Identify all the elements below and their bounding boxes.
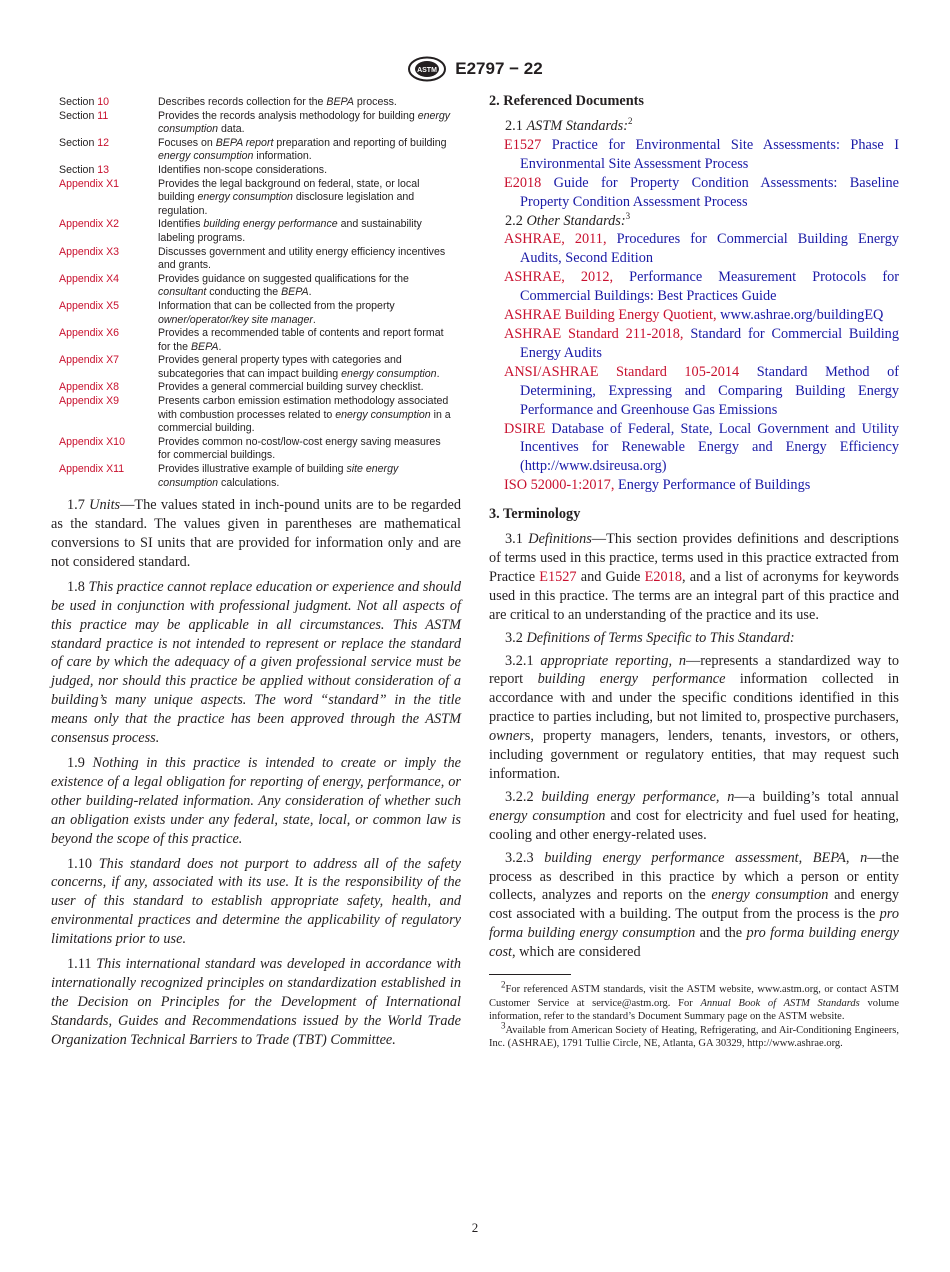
- scope-row: [59, 300, 456, 327]
- terminology-paragraphs: [489, 530, 899, 962]
- paragraph-1-9: 1.9 Nothing in this practice is intended to create or imply the existence of a legal obligation for reporting of energy, performance, or other building-related information. Any consideration of whether such an obligation exists under any federal, state, local, or common law is beyond the scope of this practice.: [51, 755, 461, 847]
- subsection-2-2: [489, 212, 899, 231]
- subsection-number: 2.2: [505, 212, 527, 229]
- subsection-title: Other Standards:: [526, 212, 626, 229]
- appendix-link[interactable]: Appendix X2: [59, 218, 120, 231]
- document-code: E2797 − 22: [455, 59, 543, 78]
- paragraph-3-2: 3.2 Definitions of Terms Specific to This Standard:: [505, 629, 795, 646]
- scope-row: [59, 178, 456, 219]
- scope-row-description: Provides general property types with categories and subcategories that can impact building energy consumption.: [158, 354, 440, 380]
- scope-row: [59, 327, 456, 354]
- astm-logo: [407, 56, 447, 82]
- scope-row-description: Provides a general commercial building survey checklist.: [158, 381, 424, 394]
- scope-row: [59, 164, 456, 178]
- italic-term: energy consumption: [158, 150, 254, 163]
- section-link[interactable]: 13: [97, 163, 110, 176]
- italic-term: appropriate reporting, n: [540, 652, 686, 669]
- section-link[interactable]: 12: [97, 136, 110, 149]
- italic-term: BEPA: [281, 286, 309, 299]
- paragraph-number: 1.9: [67, 755, 93, 771]
- appendix-link[interactable]: Appendix X5: [59, 299, 120, 312]
- astm-reference-list: [489, 136, 899, 212]
- scope-row-description: Focuses on BEPA report preparation and reporting of building energy consumption information.: [158, 136, 447, 163]
- reference-item: [489, 306, 899, 325]
- footnote-ref[interactable]: 2: [628, 116, 633, 127]
- reference-title[interactable]: Standard for Commercial Building Energy Audits: [520, 325, 899, 361]
- italic-term: owner/operator/key site manager: [158, 313, 313, 326]
- scope-row: [59, 436, 456, 463]
- italic-term: pro forma building energy cost: [489, 925, 899, 961]
- italic-term: site energy consumption: [158, 463, 399, 489]
- scope-row-description: Presents carbon emission estimation methodology associated with combustion processes related to energy consumption in a commercial building.: [158, 395, 451, 435]
- scope-row-label: [59, 436, 158, 463]
- page-header: [0, 56, 950, 82]
- scope-row-label: [59, 178, 158, 219]
- italic-term: BEPA: [190, 340, 219, 353]
- scope-row-label: [59, 395, 158, 436]
- scope-row: [59, 96, 456, 110]
- reference-item: [489, 268, 899, 306]
- paragraph-1-7: 1.7 Units—The values stated in inch-pound units are to be regarded as the standard. The values given in parentheses are mathematical conversions to SI units that are provided for information only and are not considered standard.: [51, 497, 461, 570]
- standard-link[interactable]: E1527: [539, 568, 577, 585]
- italic-term: owner: [489, 728, 525, 745]
- reference-code[interactable]: E2018: [504, 174, 542, 191]
- footnote-marker: 2: [501, 979, 506, 990]
- paragraph-1-11: 1.11 This international standard was developed in accordance with internationally recognized principles on standardization established in the Decision on Principles for the Development of International Standards, Guides and Recommendations issued by the World Trade Organization Technical Barriers to Trade (TBT) Committee.: [51, 956, 461, 1048]
- reference-item: [489, 420, 899, 477]
- footnote-2: $^2$For referenced ASTM standards, visit the ASTM website, www.astm.org, or contact ASTM Customer Service at service@astm.org. For Annual Book of ASTM Standards volume information, refer to the standard’s Document Summary page on the ASTM website.: [489, 979, 899, 1023]
- reference-code[interactable]: ASHRAE, 2011,: [504, 231, 607, 248]
- reference-item: [489, 476, 899, 495]
- reference-code[interactable]: DSIRE: [504, 420, 546, 437]
- italic-term: energy consumption: [158, 109, 451, 136]
- scope-row-label: [59, 218, 158, 245]
- page-number: 2: [471, 1220, 479, 1235]
- paragraph-3-2-1: 3.2.1 appropriate reporting, n—represents a standardized way to report building energy performance information collected in accordance with and under the specific conditions identified in this practice to parties including, but not limited to, prospective purchasers, owners, property managers, lenders, tenants, investors, or others, including government or regulatory entities, that may request such information.: [489, 652, 899, 782]
- reference-title[interactable]: www.ashrae.org/buildingEQ: [716, 307, 884, 324]
- paragraph-3-1: 3.1 Definitions—This section provides definitions and descriptions of terms used in this practice, terms used in this practice extracted from Practice E1527 and Guide E2018, and a list of acronyms for keywords used in this practice. The terms are an integral part of this practice and are critical to an understanding of the practice and its use.: [489, 531, 899, 623]
- reference-code[interactable]: ASHRAE, 2012,: [504, 269, 614, 286]
- italic-term: pro forma building energy consumption: [489, 906, 899, 942]
- italic-term: energy consumption: [711, 887, 829, 904]
- appendix-link[interactable]: Appendix X3: [59, 245, 120, 258]
- appendix-link[interactable]: Appendix X11: [59, 463, 125, 476]
- scope-row: [59, 395, 456, 436]
- subsection-title: ASTM Standards:: [526, 118, 628, 134]
- reference-code[interactable]: ISO 52000-1:2017,: [504, 477, 615, 494]
- scope-row: [59, 110, 456, 137]
- right-column: [489, 92, 899, 1051]
- reference-item: [489, 325, 899, 363]
- italic-term: Definitions of Terms Specific to This Standard:: [526, 629, 795, 646]
- scope-row-label: Section 11: [59, 109, 109, 122]
- italic-term: Units: [89, 497, 121, 514]
- italic-term: Definitions: [528, 531, 592, 548]
- italic-term: energy consumption: [197, 191, 293, 204]
- italic-term: building energy performance: [203, 218, 338, 231]
- italic-term: building energy performance, n: [541, 788, 735, 805]
- appendix-link[interactable]: Appendix X8: [59, 381, 120, 394]
- italic-term: BEPA report: [215, 136, 274, 149]
- scope-row: [59, 137, 456, 164]
- appendix-link[interactable]: Appendix X1: [59, 177, 120, 190]
- subsection-number: 2.1: [505, 118, 527, 134]
- italic-term: consultant: [158, 286, 207, 299]
- svg-text:ASTM: ASTM: [417, 67, 438, 74]
- italic-term: Annual Book of ASTM Standards: [700, 997, 860, 1009]
- scope-row-description: Provides a recommended table of contents and report format for the BEPA.: [158, 327, 444, 353]
- section-2-heading: 2. Referenced Documents: [489, 93, 644, 109]
- scope-row-description: Identifies building energy performance and sustainability labeling programs.: [158, 218, 422, 244]
- footnotes: [489, 979, 899, 1051]
- italic-term: building energy performance assessment, BEPA, n: [544, 849, 868, 866]
- other-reference-list: [489, 230, 899, 495]
- paragraph-1-10: 1.10 This standard does not purport to address all of the safety concerns, if any, associated with its use. It is the responsibility of the user of this standard to establish appropriate safety, health, and environmental practices and determine the applicability of regulatory limitations prior to use.: [51, 855, 461, 948]
- scope-row-label: [59, 327, 158, 354]
- reference-title[interactable]: Procedures for Commercial Building Energy Audits, Second Edition: [520, 231, 899, 267]
- scope-row-label: [59, 463, 158, 490]
- scope-row-description: Provides guidance on suggested qualifications for the consultant conducting the BEPA.: [158, 272, 409, 299]
- appendix-link[interactable]: Appendix X4: [59, 272, 120, 285]
- reference-title[interactable]: Practice for Environmental Site Assessments: Phase I Environmental Site Assessment Process: [520, 136, 899, 172]
- italic-term: energy consumption: [335, 408, 431, 421]
- reference-title[interactable]: Energy Performance of Buildings: [614, 477, 811, 494]
- appendix-link[interactable]: Appendix X10: [59, 435, 125, 448]
- scope-row-label: [59, 354, 158, 381]
- scope-row: [59, 381, 456, 395]
- footnote-3: $^3$Available from American Society of Heating, Refrigerating, and Air-Conditioning Engineers, Inc. (ASHRAE), 1791 Tullie Circle, NE, Atlanta, GA 30329, http://www.ashrae.org.: [489, 1020, 899, 1050]
- scope-row: [59, 246, 456, 273]
- footnote-ref[interactable]: 3: [625, 210, 631, 221]
- reference-code[interactable]: ANSI/ASHRAE Standard 105-2014: [504, 363, 740, 380]
- section-link[interactable]: 10: [97, 96, 110, 108]
- paragraph-number: 1.11: [67, 956, 97, 973]
- scope-paragraphs: [51, 496, 461, 1049]
- section-3-heading: 3. Terminology: [489, 506, 581, 523]
- scope-row: [59, 463, 456, 490]
- scope-row-description: Provides illustrative example of building site energy consumption calculations.: [158, 463, 399, 489]
- reference-code[interactable]: ASHRAE Building Energy Quotient,: [504, 307, 717, 324]
- paragraph-number: 1.10: [67, 855, 99, 872]
- italic-term: energy consumption: [341, 367, 437, 380]
- reference-code[interactable]: ASHRAE Standard 211-2018,: [504, 325, 684, 342]
- scope-row: [59, 354, 456, 381]
- scope-row-description: Provides the records analysis methodology for building energy consumption data.: [158, 109, 451, 136]
- italic-term: BEPA: [326, 96, 354, 108]
- reference-title[interactable]: Guide for Property Condition Assessments: Baseline Property Condition Assessment Process: [520, 174, 899, 210]
- scope-table: [59, 96, 456, 490]
- scope-row-label: [59, 273, 158, 300]
- scope-row-label: [59, 300, 158, 327]
- reference-title[interactable]: Database of Federal, State, Local Government and Utility Incentives for Renewable Energy and Energy Efficiency (http://www.dsireusa.org): [520, 420, 899, 475]
- reference-title[interactable]: Performance Measurement Protocols for Commercial Buildings: Best Practices Guide: [520, 269, 899, 305]
- footnote-divider: [489, 974, 571, 975]
- footnote-marker: 3: [501, 1020, 506, 1031]
- paragraph-3-2-2: 3.2.2 building energy performance, n—a building’s total annual energy consumption and cost for electricity and fuel used for heating, cooling and other energy-related uses.: [489, 788, 899, 843]
- scope-row-label: Section 12: [59, 136, 110, 149]
- reference-item: [489, 230, 899, 268]
- appendix-link[interactable]: Appendix X7: [59, 354, 120, 367]
- paragraph-1-8: 1.8 This practice cannot replace education or experience and should be used in conjunction with professional judgment. Not all aspects of this practice may be applicable in all circumstances. This ASTM standard practice is not intended to represent or replace the standard of care by which the adequacy of a given professional service must be judged, nor should this practice be applied without consideration of a building’s many unique aspects. The word “standard” in the title means only that the practice has been approved through the ASTM consensus process.: [51, 578, 461, 747]
- scope-row-label: [59, 381, 158, 395]
- reference-item: [489, 363, 899, 420]
- reference-code[interactable]: E1527: [504, 136, 542, 153]
- scope-row-description: Provides common no-cost/low-cost energy saving measures for commercial buildings.: [158, 435, 441, 462]
- scope-row-description: Information that can be collected from the property owner/operator/key site manager.: [158, 299, 395, 326]
- section-link[interactable]: 11: [97, 109, 109, 122]
- reference-title[interactable]: Standard Method of Determining, Expressing and Comparing Building Energy Performance and Greenhouse Gas Emissions: [520, 363, 899, 418]
- standard-link[interactable]: E2018: [644, 568, 682, 585]
- reference-item: [489, 174, 899, 212]
- subsection-2-1: [489, 117, 899, 136]
- scope-row-description: Describes records collection for the BEPA process.: [158, 96, 397, 108]
- appendix-link[interactable]: Appendix X6: [59, 327, 120, 340]
- reference-item: [489, 136, 899, 174]
- italic-term: energy consumption: [489, 807, 606, 824]
- italic-term: building energy performance: [537, 671, 726, 688]
- left-column: [51, 96, 461, 1056]
- scope-row-description: Identifies non-scope considerations.: [158, 163, 328, 176]
- scope-row-description: Provides the legal background on federal, state, or local building energy consumption disclosure legislation and regulation.: [158, 177, 420, 217]
- paragraph-3-2-3: 3.2.3 building energy performance assessment, BEPA, n—the process as described in this practice by which a person or entity collects, analyzes and reports on the energy consumption and energy cost associated with a building. The output from the process is the pro forma building energy consumption and the pro forma building energy cost, which are considered: [489, 849, 900, 961]
- scope-row-description: Discusses government and utility energy efficiency incentives and grants.: [158, 245, 446, 272]
- appendix-link[interactable]: Appendix X9: [59, 395, 120, 408]
- scope-row: [59, 273, 456, 300]
- scope-row: [59, 218, 456, 245]
- paragraph-number: 1.8: [67, 578, 89, 595]
- scope-row-label: Section 10: [59, 96, 110, 108]
- scope-row-label: Section 13: [59, 163, 110, 176]
- scope-row-label: [59, 246, 158, 273]
